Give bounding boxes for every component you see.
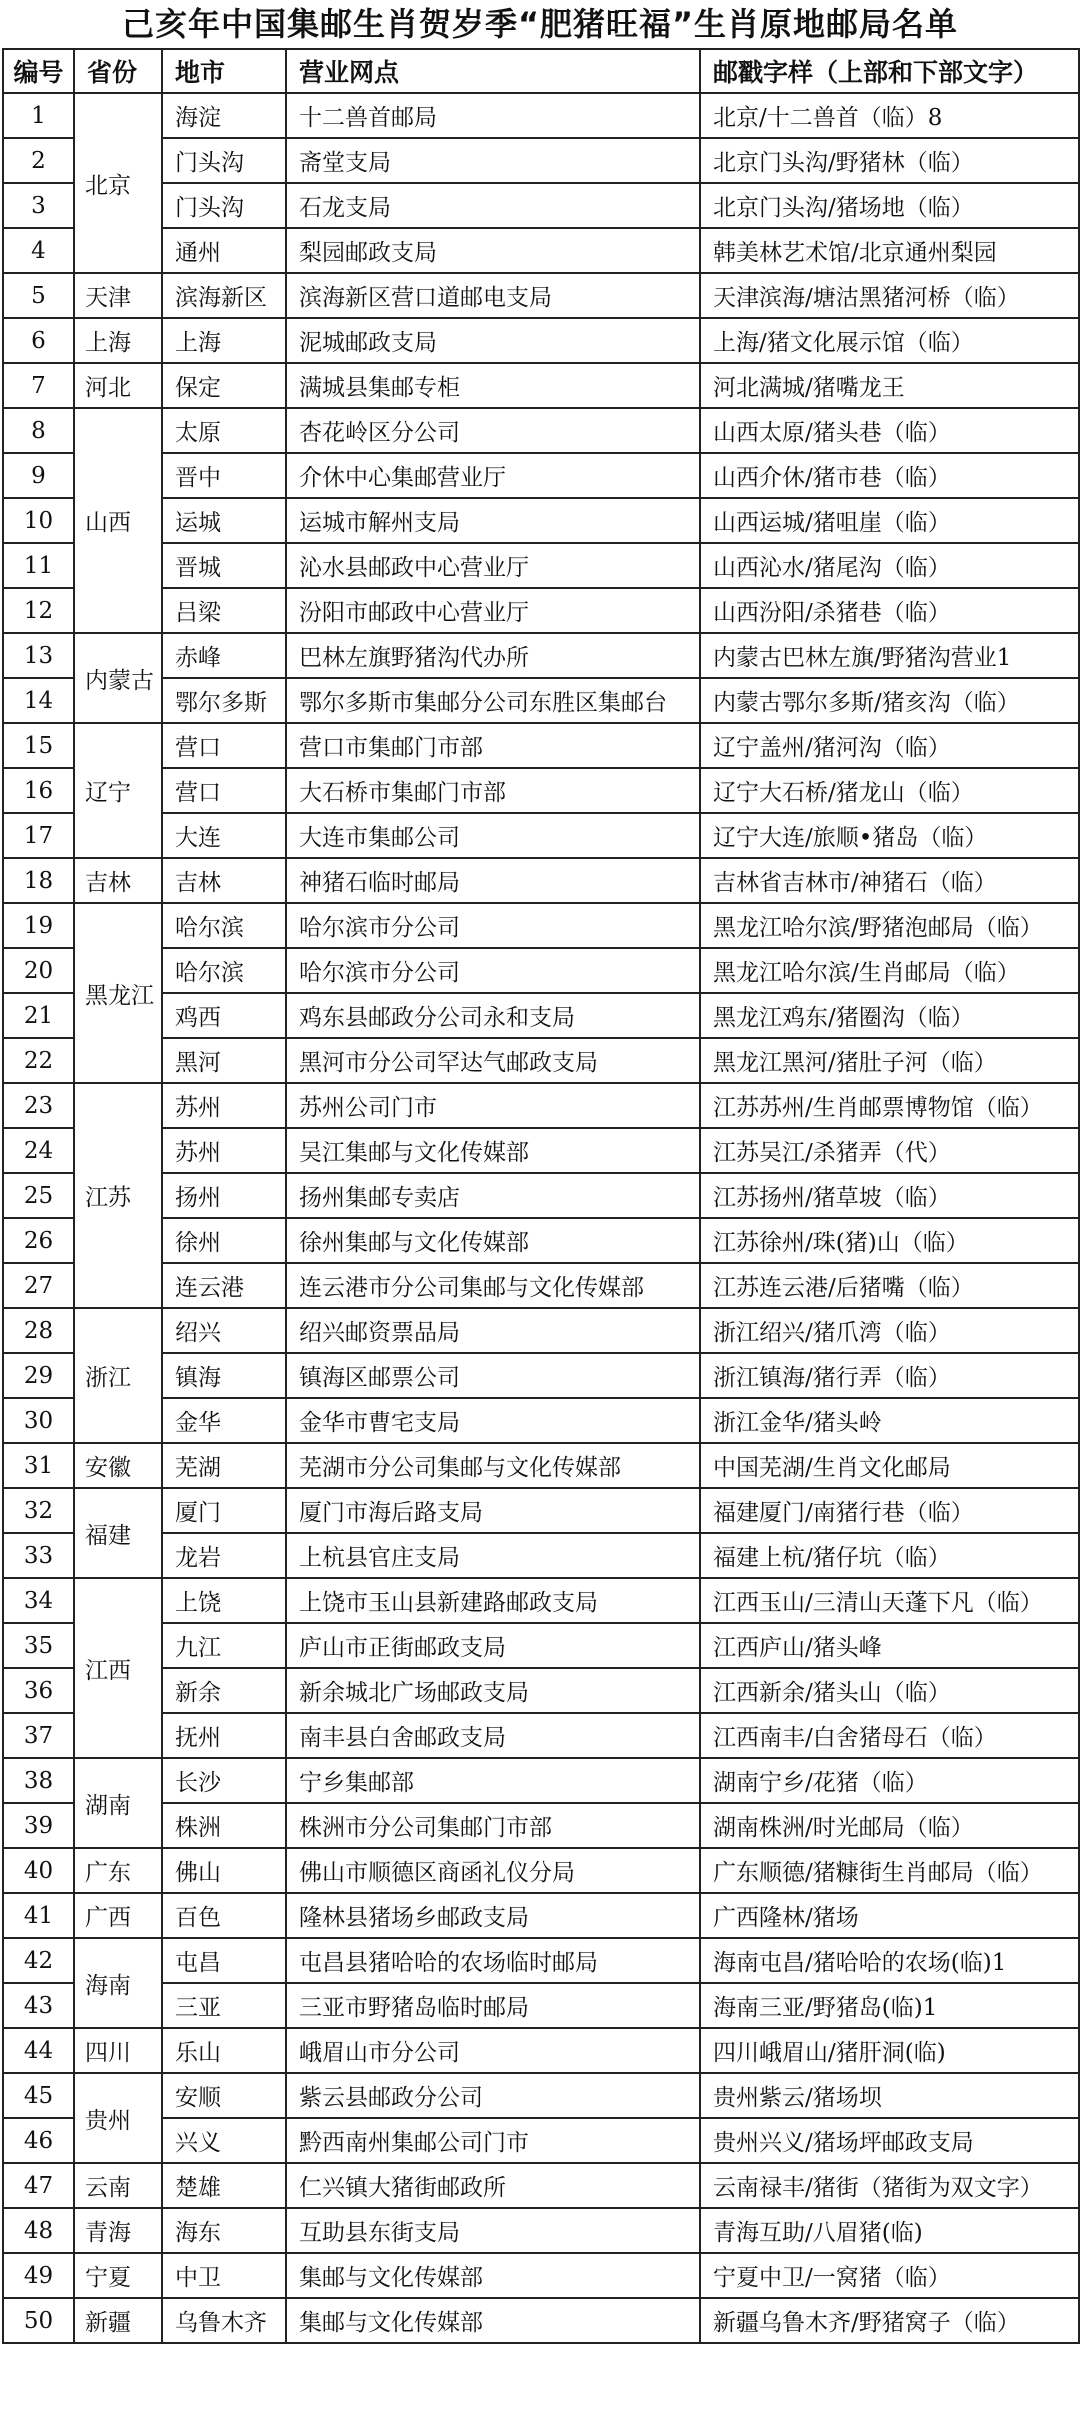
row-city: 鄂尔多斯 — [162, 678, 286, 723]
table-row — [3, 1533, 1079, 1578]
row-office: 石龙支局 — [286, 183, 700, 228]
table-row — [3, 1758, 1079, 1803]
row-number: 39 — [3, 1803, 74, 1848]
row-province: 青海 — [74, 2208, 162, 2253]
row-postmark: 辽宁大连/旅顺•猪岛（临） — [700, 813, 1079, 858]
row-number: 45 — [3, 2073, 74, 2118]
table-row — [3, 1983, 1079, 2028]
row-number: 48 — [3, 2208, 74, 2253]
row-city: 佛山 — [162, 1848, 286, 1893]
row-postmark: 四川峨眉山/猪肝洞(临) — [700, 2028, 1079, 2073]
row-number: 34 — [3, 1578, 74, 1623]
row-city: 营口 — [162, 723, 286, 768]
row-number: 2 — [3, 138, 74, 183]
table-row — [3, 903, 1079, 948]
row-postmark: 山西介休/猪市巷（临） — [700, 453, 1079, 498]
row-office: 满城县集邮专柜 — [286, 363, 700, 408]
row-number: 28 — [3, 1308, 74, 1353]
row-postmark: 贵州兴义/猪场坪邮政支局 — [700, 2118, 1079, 2163]
row-city: 屯昌 — [162, 1938, 286, 1983]
row-number: 13 — [3, 633, 74, 678]
row-city: 晋中 — [162, 453, 286, 498]
row-number: 41 — [3, 1893, 74, 1938]
row-postmark: 山西太原/猪头巷（临） — [700, 408, 1079, 453]
row-number: 15 — [3, 723, 74, 768]
row-number: 30 — [3, 1398, 74, 1443]
row-office: 汾阳市邮政中心营业厅 — [286, 588, 700, 633]
row-city: 九江 — [162, 1623, 286, 1668]
table-row — [3, 813, 1079, 858]
row-office: 新余城北广场邮政支局 — [286, 1668, 700, 1713]
row-city: 芜湖 — [162, 1443, 286, 1488]
row-office: 巴林左旗野猪沟代办所 — [286, 633, 700, 678]
row-number: 18 — [3, 858, 74, 903]
row-city: 通州 — [162, 228, 286, 273]
row-province: 广东 — [74, 1848, 162, 1893]
row-office: 滨海新区营口道邮电支局 — [286, 273, 700, 318]
table-row — [3, 1038, 1079, 1083]
row-city: 吉林 — [162, 858, 286, 903]
table-row — [3, 1578, 1079, 1623]
row-postmark: 广西隆林/猪场 — [700, 1893, 1079, 1938]
row-number: 17 — [3, 813, 74, 858]
table-row — [3, 768, 1079, 813]
row-postmark: 江西玉山/三清山天蓬下凡（临） — [700, 1578, 1079, 1623]
row-postmark: 吉林省吉林市/神猪石（临） — [700, 858, 1079, 903]
row-postmark: 湖南株洲/时光邮局（临） — [700, 1803, 1079, 1848]
row-postmark: 江苏徐州/珠(猪)山（临） — [700, 1218, 1079, 1263]
row-postmark: 江苏扬州/猪草坡（临） — [700, 1173, 1079, 1218]
row-office: 厦门市海后路支局 — [286, 1488, 700, 1533]
row-number: 20 — [3, 948, 74, 993]
header-postmark: 邮戳字样（上部和下部文字） — [700, 49, 1079, 93]
row-postmark: 内蒙古鄂尔多斯/猪亥沟（临） — [700, 678, 1079, 723]
row-province: 江苏 — [74, 1083, 162, 1308]
row-province: 江西 — [74, 1578, 162, 1758]
row-city: 金华 — [162, 1398, 286, 1443]
table-row — [3, 2163, 1079, 2208]
row-city: 门头沟 — [162, 138, 286, 183]
row-postmark: 新疆乌鲁木齐/野猪窝子（临） — [700, 2298, 1079, 2343]
table-row — [3, 1848, 1079, 1893]
row-postmark: 江西庐山/猪头峰 — [700, 1623, 1079, 1668]
row-city: 晋城 — [162, 543, 286, 588]
table-row — [3, 2298, 1079, 2343]
row-office: 三亚市野猪岛临时邮局 — [286, 1983, 700, 2028]
row-province: 广西 — [74, 1893, 162, 1938]
row-number: 35 — [3, 1623, 74, 1668]
row-number: 7 — [3, 363, 74, 408]
row-office: 运城市解州支局 — [286, 498, 700, 543]
row-province: 新疆 — [74, 2298, 162, 2343]
row-city: 抚州 — [162, 1713, 286, 1758]
row-number: 19 — [3, 903, 74, 948]
row-postmark: 内蒙古巴林左旗/野猪沟营业1 — [700, 633, 1079, 678]
row-office: 峨眉山市分公司 — [286, 2028, 700, 2073]
row-province: 安徽 — [74, 1443, 162, 1488]
row-office: 紫云县邮政分公司 — [286, 2073, 700, 2118]
row-number: 27 — [3, 1263, 74, 1308]
row-office: 上饶市玉山县新建路邮政支局 — [286, 1578, 700, 1623]
table-row — [3, 1083, 1079, 1128]
row-province: 北京 — [74, 93, 162, 273]
row-number: 32 — [3, 1488, 74, 1533]
row-office: 互助县东街支局 — [286, 2208, 700, 2253]
row-city: 徐州 — [162, 1218, 286, 1263]
row-province: 福建 — [74, 1488, 162, 1578]
row-office: 哈尔滨市分公司 — [286, 903, 700, 948]
row-number: 38 — [3, 1758, 74, 1803]
row-city: 龙岩 — [162, 1533, 286, 1578]
row-postmark: 黑龙江黑河/猪肚子河（临） — [700, 1038, 1079, 1083]
row-number: 16 — [3, 768, 74, 813]
row-province: 浙江 — [74, 1308, 162, 1443]
row-office: 镇海区邮票公司 — [286, 1353, 700, 1398]
table-row — [3, 273, 1079, 318]
row-office: 佛山市顺德区商函礼仪分局 — [286, 1848, 700, 1893]
table-row — [3, 1128, 1079, 1173]
row-city: 株洲 — [162, 1803, 286, 1848]
table-header-row — [3, 49, 1079, 93]
row-number: 43 — [3, 1983, 74, 2028]
row-office: 杏花岭区分公司 — [286, 408, 700, 453]
table-row — [3, 858, 1079, 903]
row-office: 梨园邮政支局 — [286, 228, 700, 273]
row-number: 47 — [3, 2163, 74, 2208]
row-postmark: 广东顺德/猪糠街生肖邮局（临） — [700, 1848, 1079, 1893]
row-city: 绍兴 — [162, 1308, 286, 1353]
row-postmark: 海南三亚/野猪岛(临)1 — [700, 1983, 1079, 2028]
row-postmark: 黑龙江哈尔滨/野猪泡邮局（临） — [700, 903, 1079, 948]
row-number: 42 — [3, 1938, 74, 1983]
row-city: 苏州 — [162, 1128, 286, 1173]
table-row — [3, 1713, 1079, 1758]
table-row — [3, 1668, 1079, 1713]
row-postmark: 辽宁盖州/猪河沟（临） — [700, 723, 1079, 768]
row-number: 6 — [3, 318, 74, 363]
table-row — [3, 1803, 1079, 1848]
row-office: 集邮与文化传媒部 — [286, 2253, 700, 2298]
row-province: 宁夏 — [74, 2253, 162, 2298]
row-postmark: 青海互助/八眉猪(临) — [700, 2208, 1079, 2253]
row-city: 滨海新区 — [162, 273, 286, 318]
table-row — [3, 678, 1079, 723]
row-postmark: 江西新余/猪头山（临） — [700, 1668, 1079, 1713]
table-row — [3, 363, 1079, 408]
row-city: 乐山 — [162, 2028, 286, 2073]
row-city: 鸡西 — [162, 993, 286, 1038]
table-row — [3, 2118, 1079, 2163]
row-city: 乌鲁木齐 — [162, 2298, 286, 2343]
table-row — [3, 1308, 1079, 1353]
header-province: 省份 — [74, 49, 162, 93]
row-number: 10 — [3, 498, 74, 543]
row-postmark: 江西南丰/白舍猪母石（临） — [700, 1713, 1079, 1758]
table-row — [3, 318, 1079, 363]
row-postmark: 山西汾阳/杀猪巷（临） — [700, 588, 1079, 633]
row-postmark: 福建厦门/南猪行巷（临） — [700, 1488, 1079, 1533]
row-postmark: 浙江绍兴/猪爪湾（临） — [700, 1308, 1079, 1353]
row-office: 大石桥市集邮门市部 — [286, 768, 700, 813]
row-office: 连云港市分公司集邮与文化传媒部 — [286, 1263, 700, 1308]
row-office: 苏州公司门市 — [286, 1083, 700, 1128]
row-office: 十二兽首邮局 — [286, 93, 700, 138]
row-office: 吴江集邮与文化传媒部 — [286, 1128, 700, 1173]
row-postmark: 宁夏中卫/一窝猪（临） — [700, 2253, 1079, 2298]
row-postmark: 上海/猪文化展示馆（临） — [700, 318, 1079, 363]
row-city: 吕梁 — [162, 588, 286, 633]
post-office-table — [2, 48, 1080, 2344]
table-row — [3, 1263, 1079, 1308]
row-postmark: 辽宁大石桥/猪龙山（临） — [700, 768, 1079, 813]
row-postmark: 北京门头沟/野猪林（临） — [700, 138, 1079, 183]
table-row — [3, 93, 1079, 138]
row-number: 23 — [3, 1083, 74, 1128]
row-office: 鄂尔多斯市集邮分公司东胜区集邮台 — [286, 678, 700, 723]
row-postmark: 江苏苏州/生肖邮票博物馆（临） — [700, 1083, 1079, 1128]
table-row — [3, 1398, 1079, 1443]
row-postmark: 山西沁水/猪尾沟（临） — [700, 543, 1079, 588]
row-number: 25 — [3, 1173, 74, 1218]
table-row — [3, 498, 1079, 543]
table-row — [3, 183, 1079, 228]
row-office: 庐山市正街邮政支局 — [286, 1623, 700, 1668]
row-city: 保定 — [162, 363, 286, 408]
row-province: 贵州 — [74, 2073, 162, 2163]
row-city: 兴义 — [162, 2118, 286, 2163]
row-office: 介休中心集邮营业厅 — [286, 453, 700, 498]
row-province: 四川 — [74, 2028, 162, 2073]
row-city: 赤峰 — [162, 633, 286, 678]
row-city: 百色 — [162, 1893, 286, 1938]
row-number: 1 — [3, 93, 74, 138]
row-number: 37 — [3, 1713, 74, 1758]
row-city: 苏州 — [162, 1083, 286, 1128]
row-office: 集邮与文化传媒部 — [286, 2298, 700, 2343]
table-row — [3, 1218, 1079, 1263]
row-office: 徐州集邮与文化传媒部 — [286, 1218, 700, 1263]
row-city: 运城 — [162, 498, 286, 543]
row-office: 黔西南州集邮公司门市 — [286, 2118, 700, 2163]
row-city: 厦门 — [162, 1488, 286, 1533]
row-postmark: 河北满城/猪嘴龙王 — [700, 363, 1079, 408]
row-postmark: 福建上杭/猪仔坑（临） — [700, 1533, 1079, 1578]
table-row — [3, 1938, 1079, 1983]
row-office: 金华市曹宅支局 — [286, 1398, 700, 1443]
row-city: 中卫 — [162, 2253, 286, 2298]
table-row — [3, 2253, 1079, 2298]
table-row — [3, 1488, 1079, 1533]
table-row — [3, 1353, 1079, 1398]
header-city: 地市 — [162, 49, 286, 93]
row-number: 22 — [3, 1038, 74, 1083]
row-province: 吉林 — [74, 858, 162, 903]
row-city: 太原 — [162, 408, 286, 453]
table-body — [3, 93, 1079, 2343]
row-postmark: 贵州紫云/猪场坝 — [700, 2073, 1079, 2118]
row-office: 隆林县猪场乡邮政支局 — [286, 1893, 700, 1938]
row-postmark: 浙江镇海/猪行弄（临） — [700, 1353, 1079, 1398]
row-number: 26 — [3, 1218, 74, 1263]
row-number: 5 — [3, 273, 74, 318]
row-city: 楚雄 — [162, 2163, 286, 2208]
row-province: 辽宁 — [74, 723, 162, 858]
row-number: 31 — [3, 1443, 74, 1488]
table-row — [3, 1443, 1079, 1488]
row-number: 14 — [3, 678, 74, 723]
table-row — [3, 993, 1079, 1038]
row-province: 山西 — [74, 408, 162, 633]
row-postmark: 江苏连云港/后猪嘴（临） — [700, 1263, 1079, 1308]
row-city: 哈尔滨 — [162, 903, 286, 948]
row-office: 鸡东县邮政分公司永和支局 — [286, 993, 700, 1038]
row-province: 内蒙古 — [74, 633, 162, 723]
row-city: 哈尔滨 — [162, 948, 286, 993]
row-office: 仁兴镇大猪街邮政所 — [286, 2163, 700, 2208]
row-number: 3 — [3, 183, 74, 228]
row-province: 云南 — [74, 2163, 162, 2208]
row-office: 大连市集邮公司 — [286, 813, 700, 858]
row-postmark: 北京门头沟/猪场地（临） — [700, 183, 1079, 228]
row-city: 营口 — [162, 768, 286, 813]
row-city: 海淀 — [162, 93, 286, 138]
row-postmark: 湖南宁乡/花猪（临） — [700, 1758, 1079, 1803]
table-row — [3, 2073, 1079, 2118]
document-title: 己亥年中国集邮生肖贺岁季“肥猪旺福”生肖原地邮局名单 — [121, 5, 959, 43]
row-number: 24 — [3, 1128, 74, 1173]
row-postmark: 海南屯昌/猪哈哈的农场(临)1 — [700, 1938, 1079, 1983]
row-city: 镇海 — [162, 1353, 286, 1398]
row-number: 49 — [3, 2253, 74, 2298]
row-office: 黑河市分公司罕达气邮政支局 — [286, 1038, 700, 1083]
row-province: 海南 — [74, 1938, 162, 2028]
table-row — [3, 1623, 1079, 1668]
table-row — [3, 2208, 1079, 2253]
row-city: 长沙 — [162, 1758, 286, 1803]
row-number: 9 — [3, 453, 74, 498]
row-province: 上海 — [74, 318, 162, 363]
row-number: 33 — [3, 1533, 74, 1578]
row-city: 安顺 — [162, 2073, 286, 2118]
row-number: 50 — [3, 2298, 74, 2343]
row-postmark: 云南禄丰/猪街（猪街为双文字） — [700, 2163, 1079, 2208]
header-office: 营业网点 — [286, 49, 700, 93]
row-postmark: 江苏吴江/杀猪弄（代） — [700, 1128, 1079, 1173]
row-office: 南丰县白舍邮政支局 — [286, 1713, 700, 1758]
row-postmark: 山西运城/猪咀崖（临） — [700, 498, 1079, 543]
row-postmark: 韩美林艺术馆/北京通州梨园 — [700, 228, 1079, 273]
table-row — [3, 543, 1079, 588]
row-office: 哈尔滨市分公司 — [286, 948, 700, 993]
row-number: 36 — [3, 1668, 74, 1713]
row-postmark: 中国芜湖/生肖文化邮局 — [700, 1443, 1079, 1488]
row-office: 株洲市分公司集邮门市部 — [286, 1803, 700, 1848]
row-office: 神猪石临时邮局 — [286, 858, 700, 903]
row-office: 宁乡集邮部 — [286, 1758, 700, 1803]
row-number: 12 — [3, 588, 74, 633]
table-row — [3, 138, 1079, 183]
row-office: 芜湖市分公司集邮与文化传媒部 — [286, 1443, 700, 1488]
table-row — [3, 2028, 1079, 2073]
row-postmark: 北京/十二兽首（临）8 — [700, 93, 1079, 138]
row-postmark: 黑龙江鸡东/猪圈沟（临） — [700, 993, 1079, 1038]
row-city: 连云港 — [162, 1263, 286, 1308]
row-postmark: 黑龙江哈尔滨/生肖邮局（临） — [700, 948, 1079, 993]
row-city: 扬州 — [162, 1173, 286, 1218]
row-city: 三亚 — [162, 1983, 286, 2028]
table-row — [3, 453, 1079, 498]
row-city: 上饶 — [162, 1578, 286, 1623]
row-postmark: 浙江金华/猪头岭 — [700, 1398, 1079, 1443]
row-number: 44 — [3, 2028, 74, 2073]
row-number: 4 — [3, 228, 74, 273]
row-city: 门头沟 — [162, 183, 286, 228]
row-city: 海东 — [162, 2208, 286, 2253]
row-office: 营口市集邮门市部 — [286, 723, 700, 768]
row-office: 沁水县邮政中心营业厅 — [286, 543, 700, 588]
table-row — [3, 1893, 1079, 1938]
row-office: 上杭县官庄支局 — [286, 1533, 700, 1578]
row-city: 大连 — [162, 813, 286, 858]
row-city: 黑河 — [162, 1038, 286, 1083]
row-province: 天津 — [74, 273, 162, 318]
row-office: 绍兴邮资票品局 — [286, 1308, 700, 1353]
row-number: 40 — [3, 1848, 74, 1893]
header-number: 编号 — [3, 49, 74, 93]
row-number: 8 — [3, 408, 74, 453]
row-province: 黑龙江 — [74, 903, 162, 1083]
row-office: 斋堂支局 — [286, 138, 700, 183]
row-office: 泥城邮政支局 — [286, 318, 700, 363]
row-city: 新余 — [162, 1668, 286, 1713]
row-office: 扬州集邮专卖店 — [286, 1173, 700, 1218]
row-city: 上海 — [162, 318, 286, 363]
row-number: 29 — [3, 1353, 74, 1398]
table-row — [3, 228, 1079, 273]
table-row — [3, 723, 1079, 768]
row-province: 河北 — [74, 363, 162, 408]
table-row — [3, 633, 1079, 678]
row-postmark: 天津滨海/塘沽黑猪河桥（临） — [700, 273, 1079, 318]
row-number: 11 — [3, 543, 74, 588]
table-row — [3, 588, 1079, 633]
row-number: 21 — [3, 993, 74, 1038]
row-province: 湖南 — [74, 1758, 162, 1848]
row-number: 46 — [3, 2118, 74, 2163]
table-row — [3, 948, 1079, 993]
table-row — [3, 1173, 1079, 1218]
table-row — [3, 408, 1079, 453]
row-office: 屯昌县猪哈哈的农场临时邮局 — [286, 1938, 700, 1983]
